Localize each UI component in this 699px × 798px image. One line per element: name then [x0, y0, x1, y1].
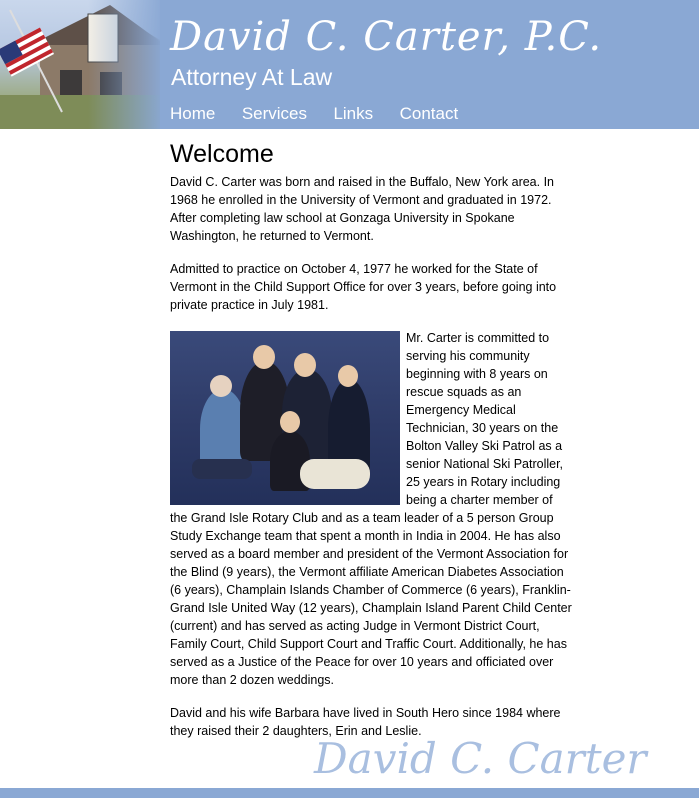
- footer-bar: [0, 788, 699, 798]
- bio-paragraph-3: Mr. Carter is committed to serving his community beginning with 8 years on rescue squads as an Emergency Medical Technician, 30 years on the Bolton Valley Ski Patrol as a senior National Ski Patroller, 25 years in Rotary including being a charter member of the Grand Isle Rotary Club and as a team leader of a 5 person Group Study Exchange team that spent a month in India in 2004. He has also served as a board member and president of the Vermont Association for the Blind (9 years), the Vermont affiliate American Diabetes Association (6 years), Champlain Islands Chamber of Commerce (6 years), Franklin-Grand Isle United Way (12 years), Champlain Island Parent Child Center (current) and has served as acting Judge in Vermont District Court, Family Court, Child Support Court and Traffic Court. Additionally, he has served as a Justice of the Peace for over 10 years and officiated over more than 2 dozen weddings.: [170, 331, 572, 687]
- nav-home[interactable]: Home: [170, 104, 216, 123]
- house-photo-graphic: [0, 0, 160, 129]
- nav-contact[interactable]: Contact: [399, 104, 459, 123]
- bio-paragraph-1: David C. Carter was born and raised in the Buffalo, New York area. In 1968 he enrolled in the University of Vermont and graduated in 1972. After completing law school at Gonzaga University in Spokane Washington, he returned to Vermont.: [170, 175, 555, 243]
- main-content: [170, 140, 572, 755]
- nav-services[interactable]: Services: [241, 104, 307, 123]
- bio-paragraph-2: Admitted to practice on October 4, 1977 he worked for the State of Vermont in the Child Support Office for over 3 years, before going into private practice in July 1981.: [170, 262, 557, 312]
- main-nav: [170, 104, 480, 124]
- firm-name: David C. Carter, P.C.: [170, 14, 603, 60]
- family-photo: [170, 331, 400, 505]
- firm-tagline: Attorney At Law: [171, 64, 333, 90]
- page-title: Welcome: [170, 140, 274, 168]
- nav-links[interactable]: Links: [333, 104, 374, 123]
- header-banner: [0, 0, 699, 129]
- footer-signature: David C. Carter: [314, 734, 647, 783]
- bio-paragraph-4: David and his wife Barbara have lived in South Hero since 1984 where they raised their 2 daughters, Erin and Leslie.: [170, 706, 561, 738]
- house-with-flag-photo: [0, 0, 160, 129]
